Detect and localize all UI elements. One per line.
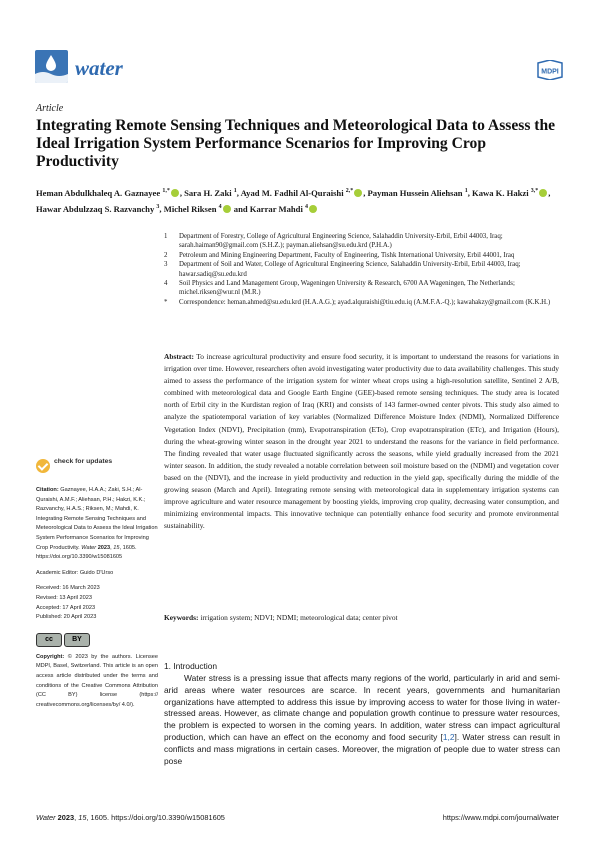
author-name[interactable]: Sara H. Zaki $^1$ [184,187,237,198]
cc-license-badge[interactable] [36,633,90,647]
affiliation-mark: 2 [164,251,168,259]
footer-year: 2023 [57,813,75,822]
affiliation-text: Soil Physics and Land Management Group, Wageningen University & Research, 6700 AA Wageningen, The Netherlands; michel.riksen@wur.nl (M.R.) [179,280,515,297]
author-affiliation-mark: 3 [156,204,160,211]
citation-year: 2023 [97,544,111,551]
abstract [164,351,559,532]
date-revised: Revised: 13 April 2023 [36,594,92,601]
footer-volume: 15 [78,813,87,822]
affiliation-text: Department of Soil and Water, College of Agricultural Engineering Science, Salahaddin University-Erbil, Erbil 44003, Iraq; hawar.sadiq@su.edu.krd [179,261,521,278]
author-name[interactable]: Hawar Abdulzzaq S. Razvanchy $^3$ [36,204,160,215]
reference-link[interactable]: 1,2 [442,731,455,742]
intro-text-part1: Water stress is a pressing issue that affects many regions of the world, particularly in arid and semi-arid areas where water resources are scarce. In recent years, governments and humanitarian organizations have attempted to address this issue by improving access to water for those living in water-stressed areas. However, as climate change and population growth continue to pressure water resources, the problem is expected to worsen in the coming years. In addition, water stress can impact agricultural production, which can have an effect on the economy and food security [ [164,673,560,742]
abstract-label: Abstract: [164,352,194,361]
affiliation-text: Department of Forestry, College of Agricultural Engineering Science, Salahaddin University-Erbil, Erbil 44003, Iraq; sarah.haiman90@gmail.com (S.H.Z.); payman.aliehsan@su.edu.krd (P.H.A.) [179,233,503,250]
orcid-icon[interactable] [354,189,362,197]
introduction-text [164,673,560,767]
water-logo-icon [35,50,68,83]
by-icon: BY [64,633,90,647]
author-name[interactable]: Michel Riksen $^4$ [164,204,232,214]
orcid-icon[interactable] [309,205,317,213]
date-accepted: Accepted: 17 April 2023 [36,604,96,611]
author-name[interactable]: Karrar Mahdi $^4$ [250,204,318,214]
affiliation-item [164,260,564,279]
citation-journal: Water [81,544,97,551]
orcid-icon[interactable] [171,189,179,197]
affiliation-text: Petroleum and Mining Engineering Department, Faculty of Engineering, Tishk International University, Erbil 44001, Iraq [179,251,515,259]
author-affiliation-mark: 2,* [345,188,354,194]
copyright-text: © 2023 by the authors. Licensee MDPI, Basel, Switzerland. This article is an open access article distributed under the terms and conditions of the Creative Commons Attribution (CC BY) license (https:// creativecommons.org/licenses/by/ 4.0/). [36,653,158,708]
page-title: Integrating Remote Sensing Techniques and Meteorological Data to Assess the Ideal Irrigation System Performance Scenarios for Improving Crop Productivity [36,117,556,170]
citation-doi[interactable]: , 1605. https://doi.org/10.3390/w15081605 [36,544,137,561]
affiliation-item [164,232,564,251]
academic-editor: Academic Editor: Guido D'Urso [36,569,114,576]
footer-doi[interactable]: , 1605. https://doi.org/10.3390/w15081605 [86,813,225,822]
affiliation-text: Correspondence: heman.ahmed@su.edu.krd (H.A.A.G.); ayad.alquraishi@tiu.edu.iq (A.M.F.A.-Q.); kawahakzy@gmail.com (K.K.H.) [179,298,551,306]
orcid-icon[interactable] [539,189,547,197]
citation-label: Citation: [36,487,59,493]
mdpi-logo-icon [535,60,565,80]
affiliation-item [164,251,564,260]
introduction-heading: 1. Introduction [164,661,218,671]
affiliation-item [164,279,564,298]
copyright [36,653,158,711]
check-updates-icon [36,459,50,473]
author-name[interactable]: Kawa K. Hakzi $^{3,*}$ [472,188,548,198]
journal-name: water [75,56,123,80]
author-affiliation-mark: 1 [464,188,468,194]
citation-volume: 15 [113,544,120,551]
author-affiliation-mark: 4 [305,204,308,211]
author-affiliation-mark: 1,* [162,188,170,194]
check-updates-label: check for updates [54,458,113,465]
footer-journal: Water [36,813,56,822]
author-name[interactable]: Payman Hussein Aliehsan $^1$ [367,187,468,198]
keywords-label: Keywords: [164,613,199,622]
author-affiliation-mark: 3,* [530,188,539,194]
author-name[interactable]: Ayad M. Fadhil Al-Quraishi $^{2,*}$ [241,188,364,198]
author-list: Heman Abdulkhaleq A. Gaznayee $^{1,*}$ , Sara H. Zaki $^1$, Ayad M. Fadhil Al-Quraishi $^{2,*}$ , Payman Hussein Aliehsan $^1$, Kawa K. Hakzi $^{3,*}$ , Hawar Abdulzzaq S. Razvanchy $^3$, Michel Riksen $^4$ and Karrar Mahdi $^4$ [36,187,551,215]
date-published: Published: 20 April 2023 [36,614,97,621]
sidebar [36,456,158,710]
footer-citation: Water 2023, 15, 1605. https://doi.org/10.3390/w15081605 [36,813,225,822]
affiliation-mark: 1 [164,233,168,240]
footer-journal-url[interactable]: https://www.mdpi.com/journal/water [442,813,559,822]
copyright-label: Copyright: [36,653,65,660]
author-affiliation-mark: 1 [233,188,237,194]
orcid-icon[interactable] [223,205,231,213]
journal-header [35,50,565,86]
article-type: Article [36,103,64,114]
check-updates-badge[interactable] [36,456,158,478]
citation: Citation: Gaznayee, H.A.A.; Zaki, S.H.; Al-Quraishi, A.M.F.; Aliehsan, P.H.; Hakzi, K.K.; Razvanchy, H.A.S.; Riksen, M.; Mahdi, K. Integrating Remote Sensing Techniques and Meteorological Data to Assess the Ideal Irrigation System Performance Scenarios for Improving Crop Productivity. Water 2023, 15, 1605. https://doi.org/10.3390/w15081605 [36,487,158,561]
citation-text: Gaznayee, H.A.A.; Zaki, S.H.; Al-Quraishi, A.M.F.; Aliehsan, P.H.; Hakzi, K.K.; Razvanchy, H.A.S.; Riksen, M.; Mahdi, K. Integrating Remote Sensing Techniques and Meteorological Data to Assess the Ideal Irrigation System Performance Scenarios for Improving Crop Productivity. [36,487,158,551]
affiliation-mark: * [164,298,168,306]
author-conjunction: and [231,204,250,215]
keywords-text: irrigation system; NDVI; NDMI; meteorological data; center pivot [200,613,398,622]
affiliation-list [164,232,564,307]
author-name[interactable]: Heman Abdulkhaleq A. Gaznayee $^{1,*}$ [36,188,180,198]
affiliation-item [164,298,564,307]
cc-icon: cc [36,633,62,647]
mdpi-text: MDPI [541,68,559,76]
affiliation-mark: 4 [164,280,168,288]
author-affiliation-mark: 4 [218,204,222,211]
publication-dates [36,584,158,622]
affiliation-mark: 3 [164,261,168,269]
date-received: Received: 16 March 2023 [36,585,100,592]
intro-text-part2: ]. Water stress can result in conflicts and mass migrations in certain cases. Moreover, the migration of people due to water stress can pose [164,731,560,766]
keywords [164,612,559,624]
abstract-text: To increase agricultural productivity and ensure food security, it is important to understand the reasons for variations in irrigation over time. However, researchers often avoid investigating water productivity due to data availability challenges. This study aimed to assess the performance of the irrigation system for winter wheat crops using a high-resolution satellite, Sentinel 2 A/B, combined with meteorological data and Google Earth Engine (GEE)-based remote sensing techniques. The study area is located north of Erbil city in the Kurdistan region of Iraq (KRI) and consists of 143 farmer-owned center pivots. This study also aimed to analyze the spatiotemporal variation of key variables (Normalized Difference Moisture Index (NDMI), Normalized Difference Vegetation Index (NDVI), Precipitation (mm), Evapotranspiration (ETo), Crop evapotranspiration (ETc), and Irrigation (Hours), during the wheat-growing winter season in the drought year 2021 to understand the reasons for the variance in field performance. The finding revealed that water usage fluctuated significantly across the seasons, while yield gradually increased from the 2021 winter season. In addition, the study revealed a notable correlation between soil moisture based on the (NDMI) and vegetation cover based on the (NDVI), and the increase in yield productivity and reduction in the yield gap, specifically during the middle of the growing season (March and April). Integrating remote sensing with meteorological data in supplementary irrigation systems can improve agriculture and water resource management by boosting yields, improving crop quality, decreasing water consumption, and minimizing environmental impacts. This innovative technique can potentially enhance food security and promote environmental sustainability. [164,352,560,531]
